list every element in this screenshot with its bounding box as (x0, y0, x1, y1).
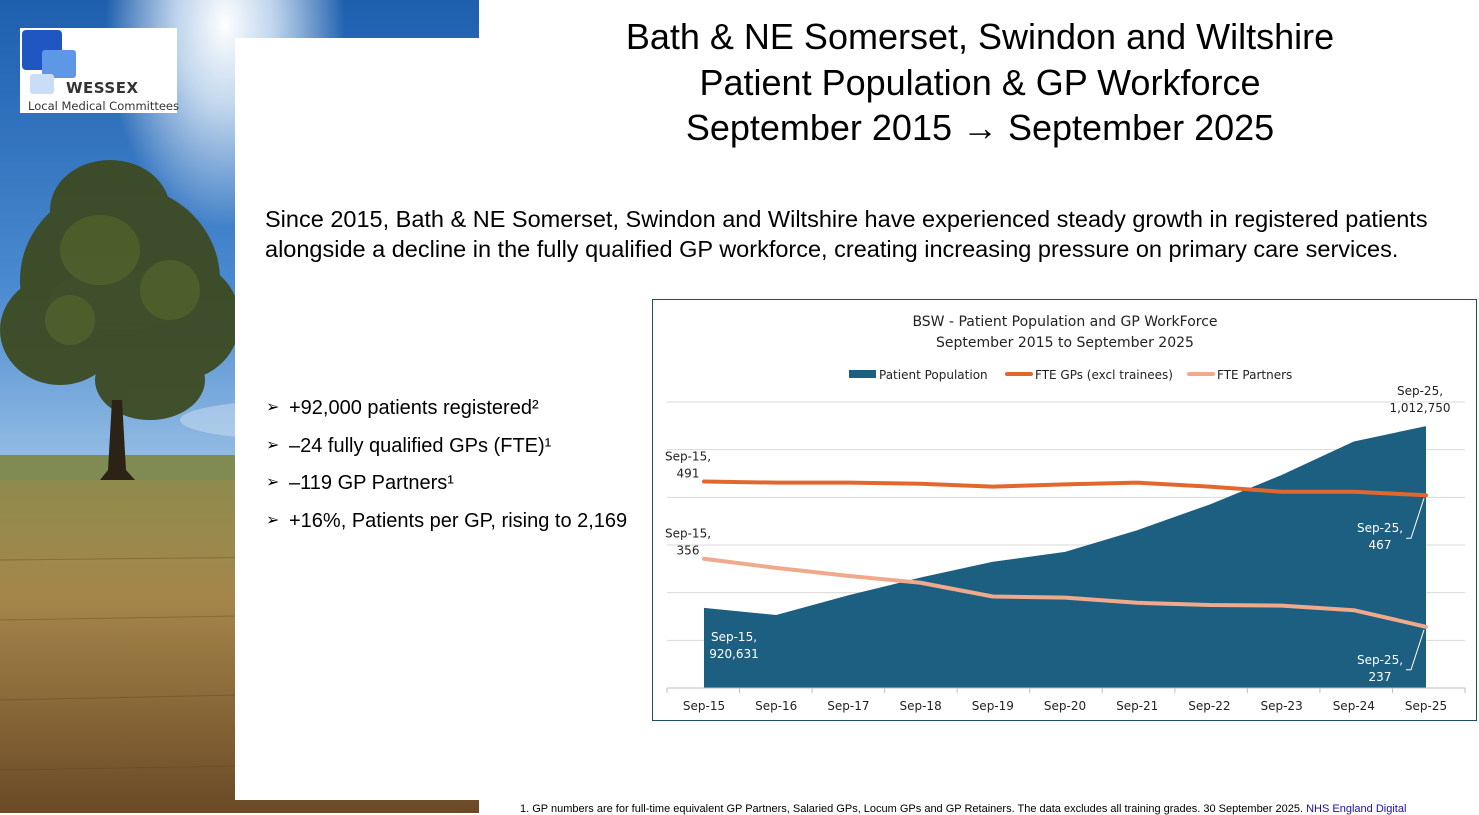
title-line-2: Patient Population & GP Workforce (480, 60, 1479, 106)
x-tick-label: Sep-15 (683, 699, 725, 713)
chart-title: BSW - Patient Population and GP WorkForce (912, 314, 1217, 330)
x-tick-label: Sep-24 (1333, 699, 1375, 713)
arrow-bullet-icon: ➢ (266, 394, 289, 422)
data-label-line: 467 (1369, 538, 1392, 552)
list-item (266, 432, 627, 470)
title-line-3: September 2015 → September 2025 (480, 105, 1479, 151)
population-workforce-chart (652, 299, 1477, 721)
x-tick-label: Sep-23 (1260, 699, 1302, 713)
list-item (266, 394, 627, 432)
bullet-text: –119 GP Partners¹ (289, 469, 454, 497)
data-label-line: Sep-15, (665, 527, 711, 541)
list-item (266, 507, 627, 545)
x-tick-label: Sep-20 (1044, 699, 1086, 713)
footnote-text: 1. GP numbers are for full-time equivalent GP Partners, Salaried GPs, Locum GPs and GP Retainers. The data excludes all training grades. 30 September 2025. (520, 803, 1303, 815)
wessex-lmc-logo (20, 28, 177, 113)
slide-title (480, 14, 1479, 151)
bullet-text: +92,000 patients registered² (289, 394, 539, 422)
chart-canvas (653, 300, 1478, 722)
footnote (520, 803, 1406, 815)
x-tick-label: Sep-21 (1116, 699, 1158, 713)
intro-paragraph: Since 2015, Bath & NE Somerset, Swindon and Wiltshire have experienced steady growth in registered patients alongside a decline in the fully qualified GP workforce, creating increasing pressure on primary care services. (265, 204, 1435, 264)
legend-swatch-patient-population (849, 370, 876, 378)
arrow-bullet-icon: ➢ (266, 507, 289, 535)
x-tick-label: Sep-17 (827, 699, 869, 713)
data-label-line: 1,012,750 (1389, 401, 1450, 415)
data-label (1389, 384, 1450, 415)
data-label (665, 527, 711, 558)
data-label (665, 450, 711, 481)
x-tick-label: Sep-19 (972, 699, 1014, 713)
bullet-text: –24 fully qualified GPs (FTE)¹ (289, 432, 551, 460)
chart-series (704, 426, 1426, 688)
arrow-bullet-icon: ➢ (266, 432, 289, 460)
chart-legend (849, 368, 1292, 382)
x-tick-label: Sep-22 (1188, 699, 1230, 713)
bullet-text: +16%, Patients per GP, rising to 2,169 (289, 507, 627, 535)
x-tick-label: Sep-16 (755, 699, 797, 713)
data-label-line: 237 (1369, 670, 1392, 684)
x-tick-label: Sep-25 (1405, 699, 1447, 713)
legend-label-fte-partners: FTE Partners (1217, 368, 1292, 382)
chart-x-axis (667, 688, 1465, 713)
data-label-line: 920,631 (709, 647, 759, 661)
chart-subtitle: September 2015 to September 2025 (936, 335, 1194, 351)
key-stats-list (266, 394, 627, 544)
footnote-link[interactable]: NHS England Digital (1306, 803, 1406, 815)
legend-label-patient-population: Patient Population (879, 368, 988, 382)
data-label-line: Sep-15, (665, 450, 711, 464)
logo-name: WESSEX (66, 79, 139, 97)
data-label-line: 491 (677, 467, 700, 481)
title-line-1: Bath & NE Somerset, Swindon and Wiltshire (480, 14, 1479, 60)
data-label-line: Sep-25, (1357, 653, 1403, 667)
legend-swatch-fte-partners (1187, 372, 1215, 376)
data-label-line: 356 (677, 544, 700, 558)
list-item (266, 469, 627, 507)
logo-subtitle: Local Medical Committees (28, 99, 179, 113)
data-label-line: Sep-25, (1357, 521, 1403, 535)
data-label-line: Sep-25, (1397, 384, 1443, 398)
data-label-line: Sep-15, (711, 630, 757, 644)
legend-label-fte-gps: FTE GPs (excl trainees) (1035, 368, 1173, 382)
legend-swatch-fte-gps (1005, 372, 1033, 376)
x-tick-label: Sep-18 (899, 699, 941, 713)
series-area-patient-population (704, 426, 1426, 688)
arrow-bullet-icon: ➢ (266, 469, 289, 497)
